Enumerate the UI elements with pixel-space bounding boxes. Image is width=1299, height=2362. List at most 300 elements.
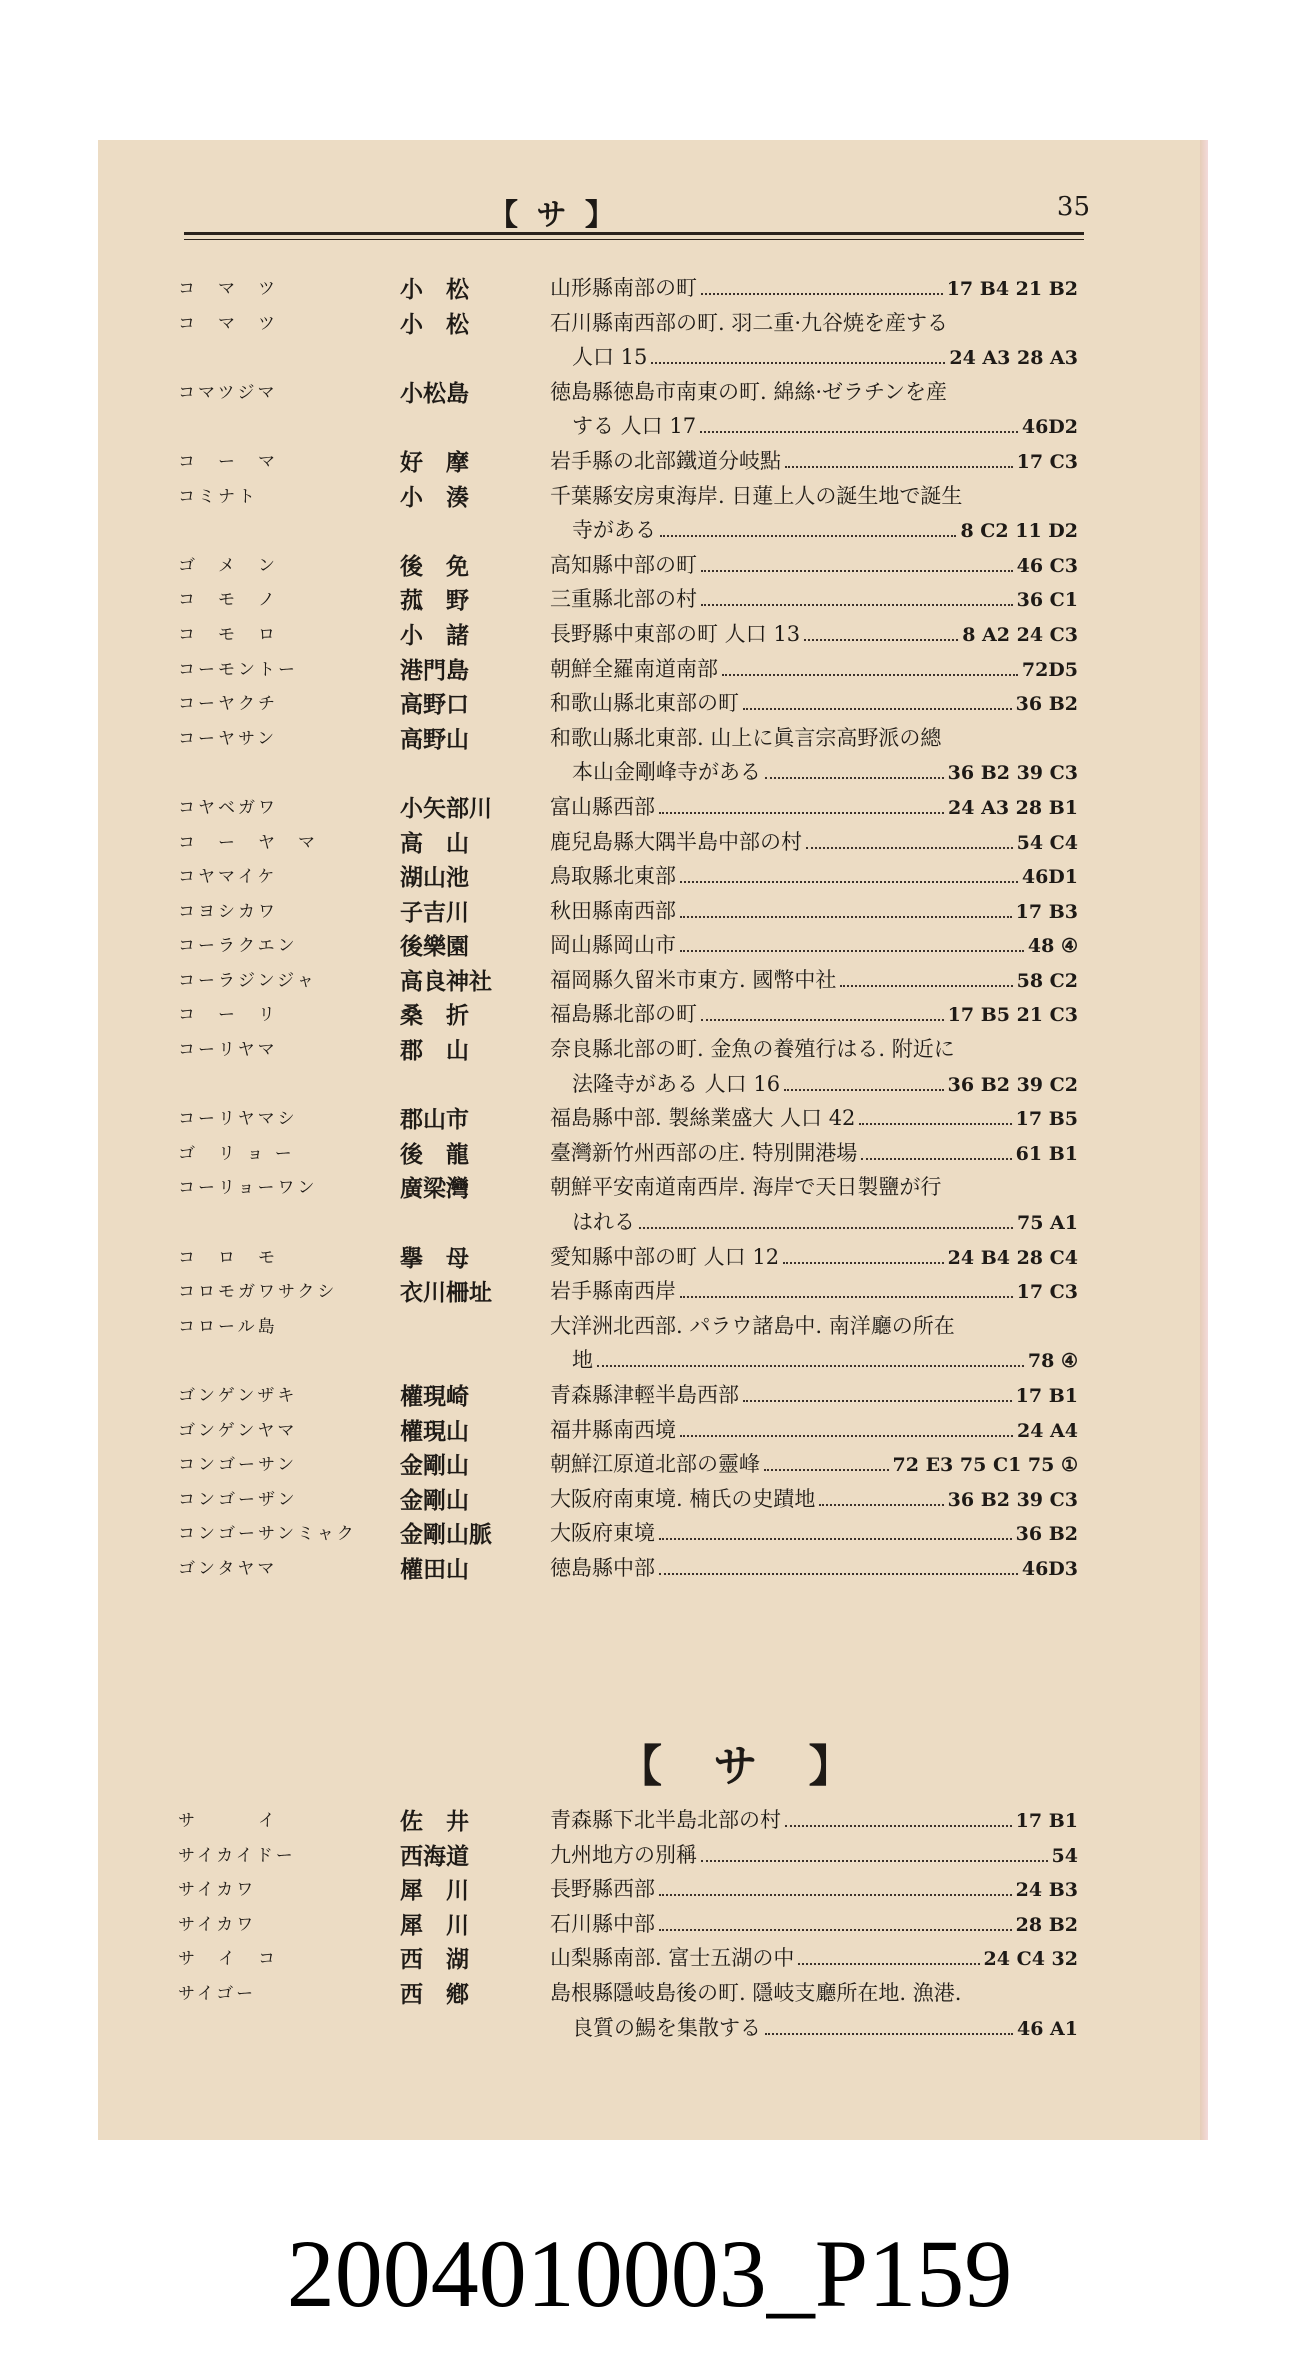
leader-dots <box>861 1158 1011 1160</box>
entry-kana: コロール島 <box>178 1316 278 1337</box>
leader-dots <box>659 1538 1012 1540</box>
entry-description <box>550 1309 1078 1379</box>
map-reference: 72 E3 75 C1 75 ① <box>892 1454 1078 1477</box>
map-reference: 46D3 <box>1021 1557 1078 1580</box>
entry-kanji: 西海道 <box>400 1842 469 1870</box>
entry-kana: サイゴー <box>178 1983 257 2004</box>
entry-kanji: 後 免 <box>400 552 469 580</box>
entry-description <box>550 582 1078 618</box>
description-line <box>550 479 1078 514</box>
section-heading: 【 サ 】 <box>618 1741 871 1792</box>
description-text: 長野縣中東部の町 人口 13 <box>550 621 801 646</box>
map-reference: 17 B4 21 B2 <box>946 278 1078 300</box>
description-text: 石川縣中部 <box>550 1911 655 1936</box>
description-line <box>550 963 1078 999</box>
description-line <box>550 1838 1078 1874</box>
leader-dots <box>680 881 1018 883</box>
gazetteer-entry <box>178 268 1078 303</box>
description-line <box>550 513 1078 549</box>
entry-kanji: 後樂園 <box>400 933 469 961</box>
entry-kana: コ ー リ <box>178 1005 278 1026</box>
entry-description <box>550 1976 1078 2046</box>
map-reference: 17 C3 <box>1016 1281 1078 1304</box>
description-text: 地 <box>572 1348 593 1373</box>
gazetteer-entry <box>178 1479 1078 1514</box>
entry-description <box>550 548 1078 584</box>
description-text: 大洋洲北西部. パラウ諸島中. 南洋廳の所在 <box>550 1313 955 1338</box>
leader-dots <box>651 362 945 364</box>
entry-kana: コーリョーワン <box>178 1178 318 1199</box>
entry-kanji: 小 松 <box>400 276 469 303</box>
leader-dots <box>840 985 1012 987</box>
entry-kanji: 金剛山脈 <box>400 1521 492 1549</box>
map-reference: 17 C3 <box>1016 450 1078 473</box>
entry-kana: ゴ リ ョ ー <box>178 1143 295 1164</box>
gazetteer-entry <box>178 1835 1078 1870</box>
description-line <box>550 2011 1078 2047</box>
description-line <box>550 1941 1078 1977</box>
gazetteer-entry <box>178 441 1078 476</box>
map-reference: 54 C4 <box>1016 831 1078 854</box>
entry-kanji: 犀 川 <box>400 1911 469 1939</box>
map-reference: 54 <box>1051 1844 1078 1867</box>
gazetteer-entry <box>178 1098 1078 1133</box>
description-text: 人口 15 <box>572 345 648 370</box>
map-reference: 61 B1 <box>1015 1142 1078 1165</box>
description-line <box>550 755 1078 791</box>
description-line <box>550 1482 1078 1518</box>
leader-dots <box>700 431 1018 433</box>
leader-dots <box>859 1123 1011 1125</box>
map-reference: 24 B4 28 C4 <box>947 1246 1078 1269</box>
entry-description <box>550 1378 1078 1414</box>
gazetteer-entry <box>178 1306 1078 1375</box>
entry-description <box>550 1482 1078 1518</box>
page-number: 35 <box>1056 192 1090 222</box>
entry-kana: ゴンゲンヤマ <box>178 1420 298 1441</box>
gazetteer-entry <box>178 1167 1078 1236</box>
description-text: 富山縣西部 <box>550 794 655 819</box>
map-reference: 46D1 <box>1021 866 1078 889</box>
description-text: 岩手縣南西岸 <box>550 1279 676 1304</box>
map-reference: 8 C2 11 D2 <box>960 520 1078 543</box>
gazetteer-entry <box>178 614 1078 649</box>
entry-kana: コ ロ モ <box>178 1247 278 1268</box>
leader-dots <box>765 777 944 779</box>
entry-kana: コヨシカワ <box>178 901 278 922</box>
description-text: 愛知縣中部の町 人口 12 <box>550 1244 780 1269</box>
description-text: 青森縣津輕半島西部 <box>550 1383 739 1407</box>
map-reference: 78 ④ <box>1027 1350 1078 1373</box>
gazetteer-entry <box>178 1973 1078 2042</box>
description-text: はれる <box>572 1210 635 1235</box>
description-line <box>550 1205 1078 1241</box>
gazetteer-entry <box>178 1869 1078 1904</box>
description-text: 岡山縣岡山市 <box>550 933 676 958</box>
entry-kanji: 高野口 <box>400 691 469 719</box>
description-text: 高知縣中部の町 <box>550 552 697 577</box>
gazetteer-entry <box>178 1133 1078 1168</box>
description-line <box>550 1274 1078 1310</box>
description-line <box>550 721 1078 756</box>
description-text: 臺灣新竹州西部の庄. 特別開港場 <box>550 1140 858 1165</box>
leader-dots <box>701 1860 1048 1862</box>
description-text: 鳥取縣北東部 <box>550 864 676 889</box>
gazetteer-entry <box>178 303 1078 372</box>
leader-dots <box>659 812 944 814</box>
entry-kana: コーリヤマシ <box>178 1109 298 1130</box>
description-line <box>550 409 1078 445</box>
gazetteer-entry <box>178 649 1078 684</box>
entry-kana: コンゴーザン <box>178 1489 298 1510</box>
gazetteer-entry <box>178 718 1078 787</box>
entry-kanji: 港門島 <box>400 656 469 684</box>
gazetteer-entry <box>178 1410 1078 1445</box>
leader-dots <box>639 1227 1013 1229</box>
leader-dots <box>701 293 943 295</box>
map-reference: 24 C4 32 <box>983 1948 1078 1971</box>
leader-dots <box>701 604 1013 606</box>
description-line <box>550 928 1078 964</box>
map-reference: 46D2 <box>1021 416 1078 439</box>
description-line <box>550 1516 1078 1552</box>
description-line <box>550 1413 1078 1449</box>
header-rule <box>184 232 1084 240</box>
entry-description <box>550 1838 1078 1874</box>
description-text: 福島縣北部の町 <box>550 1002 697 1027</box>
entry-description <box>550 1941 1078 1977</box>
map-reference: 24 A4 <box>1016 1419 1078 1442</box>
description-text: 朝鮮江原道北部の靈峰 <box>550 1452 760 1477</box>
entry-kana: コロモガワサクシ <box>178 1282 338 1303</box>
entry-kanji: 權現崎 <box>400 1383 469 1410</box>
leader-dots <box>819 1504 943 1506</box>
gazetteer-entry <box>178 683 1078 718</box>
gazetteer-entry <box>178 1904 1078 1939</box>
gazetteer-entry <box>178 856 1078 891</box>
description-text: 本山金剛峰寺がある <box>572 760 761 785</box>
entry-kanji: 小 湊 <box>400 483 469 511</box>
entry-kanji: 佐 井 <box>400 1808 469 1835</box>
entry-description <box>550 271 1078 307</box>
map-reference: 72D5 <box>1021 658 1078 681</box>
entry-kana: コ モ ノ <box>178 590 278 611</box>
description-text: 福井縣南西境 <box>550 1417 676 1442</box>
entry-kanji: 擧 母 <box>400 1244 469 1272</box>
description-text: 青森縣下北半島北部の村 <box>550 1808 781 1832</box>
entry-description <box>550 1516 1078 1552</box>
description-text: 法隆寺がある 人口 16 <box>572 1071 781 1096</box>
description-text: 千葉縣安房東海岸. 日蓮上人の誕生地で誕生 <box>550 483 963 508</box>
description-line <box>550 652 1078 688</box>
leader-dots <box>722 674 1018 676</box>
leader-dots <box>659 1929 1012 1931</box>
leader-dots <box>597 1365 1024 1367</box>
description-text: 福岡縣久留米市東方. 國幣中社 <box>550 967 837 992</box>
description-line <box>550 1343 1078 1379</box>
leader-dots <box>783 1262 944 1264</box>
entry-description <box>550 1101 1078 1137</box>
map-reference: 17 B5 21 C3 <box>947 1004 1078 1027</box>
entry-kana: コヤマイケ <box>178 867 278 888</box>
entry-kana: サ イ コ <box>178 1949 278 1970</box>
entry-kana: コ マ ツ <box>178 279 278 299</box>
entry-kana: コーモントー <box>178 659 298 680</box>
gazetteer-entry <box>178 994 1078 1029</box>
leader-dots <box>764 1469 889 1471</box>
map-reference: 8 A2 24 C3 <box>962 623 1078 646</box>
leader-dots <box>806 847 1013 849</box>
leader-dots <box>743 708 1012 710</box>
description-line <box>550 825 1078 861</box>
entry-kanji: 後 龍 <box>400 1140 469 1168</box>
map-reference: 24 A3 28 A3 <box>949 347 1078 370</box>
entry-description <box>550 686 1078 722</box>
entry-kana: コーラジンジャ <box>178 970 317 991</box>
image-caption: 2004010003_P159 <box>286 2220 1013 2327</box>
entry-kana: ゴ メ ン <box>178 555 278 576</box>
description-line <box>550 1101 1078 1137</box>
entry-description <box>550 1413 1078 1449</box>
entry-description <box>550 652 1078 688</box>
description-text: 三重縣北部の村 <box>550 587 697 612</box>
entry-kanji: 菰 野 <box>400 587 469 615</box>
entry-kanji: 小 松 <box>400 310 469 338</box>
leader-dots <box>680 1435 1013 1437</box>
entry-kana: コヤベガワ <box>178 797 278 818</box>
gazetteer-entry <box>178 925 1078 960</box>
gazetteer-entry <box>178 1375 1078 1410</box>
description-line <box>550 1803 1078 1839</box>
description-line <box>550 582 1078 618</box>
page-header-title: 【 サ 】 <box>488 198 619 233</box>
description-line <box>550 859 1078 895</box>
description-line <box>550 1872 1078 1908</box>
map-reference: 17 B1 <box>1015 1385 1078 1407</box>
entry-description <box>550 444 1078 480</box>
entry-description <box>550 479 1078 549</box>
description-text: 大阪府東境 <box>550 1521 655 1546</box>
map-reference: 36 B2 39 C2 <box>947 1073 1078 1096</box>
description-line <box>550 444 1078 480</box>
entry-kanji: 高良神社 <box>400 967 492 995</box>
entry-list-sa <box>178 1800 1078 2042</box>
entry-description <box>550 997 1078 1033</box>
map-reference: 36 B2 <box>1015 693 1078 716</box>
description-text: 徳島縣中部 <box>550 1555 655 1580</box>
description-line <box>550 375 1078 410</box>
entry-kana: コーラクエン <box>178 936 298 957</box>
description-line <box>550 1447 1078 1483</box>
entry-description <box>550 859 1078 895</box>
entry-kanji: 桑 折 <box>400 1002 469 1030</box>
entry-description <box>550 306 1078 376</box>
entry-kanji: 權田山 <box>400 1555 469 1583</box>
description-line <box>550 1309 1078 1344</box>
description-line <box>550 1067 1078 1103</box>
description-text: 奈良縣北部の町. 金魚の養殖行はる. 附近に <box>550 1037 955 1062</box>
entry-description <box>550 1907 1078 1943</box>
description-line <box>550 271 1078 307</box>
gazetteer-entry <box>178 372 1078 441</box>
map-reference: 28 B2 <box>1015 1913 1078 1936</box>
description-text: 山梨縣南部. 富士五湖の中 <box>550 1946 795 1971</box>
gazetteer-entry <box>178 1029 1078 1098</box>
entry-kana: コーヤサン <box>178 728 278 749</box>
description-text: 徳島縣徳島市南東の町. 綿絲·ゼラチンを産 <box>550 379 947 404</box>
description-text: 朝鮮全羅南道南部 <box>550 656 718 681</box>
description-text: 福島縣中部. 製絲業盛大 人口 42 <box>550 1106 856 1131</box>
entry-kanji: 好 摩 <box>400 448 469 476</box>
description-text: する 人口 17 <box>572 414 697 439</box>
entry-kanji: 權現山 <box>400 1417 469 1445</box>
leader-dots <box>743 1400 1012 1402</box>
entry-kanji: 湖山池 <box>400 864 469 892</box>
entry-kana: コーヤクチ <box>178 694 278 715</box>
description-text: 九州地方の別稱 <box>550 1842 697 1867</box>
description-line <box>550 1032 1078 1067</box>
gazetteer-entry <box>178 1548 1078 1583</box>
leader-dots <box>680 916 1012 918</box>
entry-description <box>550 721 1078 791</box>
map-reference: 24 B3 <box>1015 1879 1078 1902</box>
map-reference: 36 B2 39 C3 <box>947 1488 1078 1511</box>
map-reference: 48 ④ <box>1027 935 1078 958</box>
description-line <box>550 548 1078 584</box>
entry-kana: コ モ ロ <box>178 624 278 645</box>
entry-kana: ゴンタヤマ <box>178 1558 278 1579</box>
entry-kana: サイカイドー <box>178 1845 296 1866</box>
entry-list-ko <box>178 268 1078 1583</box>
gazetteer-entry <box>178 787 1078 822</box>
entry-description <box>550 894 1078 930</box>
entry-kana: コ ー ヤ マ <box>178 832 318 853</box>
leader-dots <box>660 535 956 537</box>
description-text: 良質の鰑を集散する <box>572 2015 761 2040</box>
description-text: 岩手縣の北部鐵道分岐點 <box>550 448 781 473</box>
description-line <box>550 997 1078 1033</box>
leader-dots <box>785 1825 1012 1827</box>
description-line <box>550 1170 1078 1205</box>
entry-kanji: 高 山 <box>400 829 469 857</box>
map-reference: 17 B5 <box>1015 1108 1078 1131</box>
description-text: 鹿兒島縣大隅半島中部の村 <box>550 829 802 854</box>
entry-kanji: 小松島 <box>400 379 469 407</box>
entry-kanji: 西 湖 <box>400 1946 469 1974</box>
gazetteer-entry <box>178 1513 1078 1548</box>
entry-kanji: 金剛山 <box>400 1452 469 1480</box>
entry-kana: コマツジマ <box>178 382 278 403</box>
description-text: 大阪府南東境. 楠氏の史蹟地 <box>550 1486 816 1511</box>
leader-dots <box>701 1019 944 1021</box>
description-text: 朝鮮平安南道南西岸. 海岸で天日製鹽が行 <box>550 1175 942 1200</box>
description-line <box>550 894 1078 930</box>
gazetteer-entry <box>178 476 1078 545</box>
entry-kana: ゴンゲンザキ <box>178 1386 298 1406</box>
description-line <box>550 306 1078 341</box>
entry-description <box>550 790 1078 826</box>
leader-dots <box>785 466 1013 468</box>
map-reference: 17 B3 <box>1015 900 1078 923</box>
map-reference: 75 A1 <box>1016 1212 1078 1235</box>
entry-kanji: 廣梁灣 <box>400 1175 469 1203</box>
entry-description <box>550 1032 1078 1102</box>
leader-dots <box>765 2033 1013 2035</box>
description-text: 山形縣南部の町 <box>550 276 697 300</box>
entry-kanji: 犀 川 <box>400 1877 469 1905</box>
entry-kana: コ マ ツ <box>178 313 278 334</box>
map-reference: 46 A1 <box>1016 2017 1078 2040</box>
description-text: 和歌山縣北東部の町 <box>550 691 739 716</box>
entry-kanji: 子吉川 <box>400 898 469 926</box>
page-header <box>178 190 1090 233</box>
entry-kana: コミナト <box>178 486 258 507</box>
leader-dots <box>798 1963 979 1965</box>
map-reference: 46 C3 <box>1016 554 1078 577</box>
description-line <box>550 790 1078 826</box>
entry-kanji: 郡 山 <box>400 1037 469 1065</box>
description-line <box>550 1378 1078 1414</box>
description-line <box>550 1551 1078 1587</box>
gazetteer-entry <box>178 960 1078 995</box>
entry-description <box>550 1136 1078 1172</box>
entry-description <box>550 1872 1078 1908</box>
entry-kana: コーリヤマ <box>178 1040 278 1061</box>
gazetteer-entry <box>178 822 1078 857</box>
gazetteer-entry <box>178 1938 1078 1973</box>
gazetteer-entry <box>178 1237 1078 1272</box>
entry-kana: サイカワ <box>178 1880 257 1901</box>
map-reference: 24 A3 28 B1 <box>948 796 1078 819</box>
leader-dots <box>784 1089 944 1091</box>
entry-description <box>550 825 1078 861</box>
entry-kanji: 高野山 <box>400 725 469 753</box>
description-line <box>550 686 1078 722</box>
map-reference: 17 B1 <box>1015 1810 1078 1832</box>
gazetteer-entry <box>178 579 1078 614</box>
entry-description <box>550 1447 1078 1483</box>
entry-description <box>550 1274 1078 1310</box>
entry-kana: サ イ <box>178 1811 278 1831</box>
entry-description <box>550 1803 1078 1839</box>
entry-kanji: 金剛山 <box>400 1486 469 1514</box>
leader-dots <box>804 639 958 641</box>
map-reference: 36 B2 39 C3 <box>947 762 1078 785</box>
entry-description <box>550 928 1078 964</box>
leader-dots <box>701 570 1013 572</box>
book-page <box>98 140 1200 2140</box>
description-line <box>550 1136 1078 1172</box>
entry-kana: コ ー マ <box>178 451 278 472</box>
entry-description <box>550 375 1078 445</box>
entry-description <box>550 1240 1078 1276</box>
map-reference: 36 B2 <box>1015 1523 1078 1546</box>
description-text: 和歌山縣北東部. 山上に眞言宗高野派の總 <box>550 725 942 750</box>
entry-kana: コンゴーサンミャク <box>178 1524 357 1545</box>
entry-description <box>550 1170 1078 1240</box>
entry-kanji: 衣川柵址 <box>400 1279 492 1307</box>
entry-description <box>550 963 1078 999</box>
description-text: 秋田縣南西部 <box>550 898 676 923</box>
gazetteer-entry <box>178 1444 1078 1479</box>
description-text: 石川縣南西部の町. 羽二重·九谷焼を産する <box>550 310 949 335</box>
entry-kanji: 小 諸 <box>400 621 469 649</box>
description-text: 長野縣西部 <box>550 1877 655 1902</box>
entry-kana: サイカワ <box>178 1914 257 1935</box>
description-text: 島根縣隱岐島後の町. 隱岐支廳所在地. 漁港. <box>550 1980 962 2005</box>
description-line <box>550 1907 1078 1943</box>
entry-kana: コンゴーサン <box>178 1455 298 1476</box>
